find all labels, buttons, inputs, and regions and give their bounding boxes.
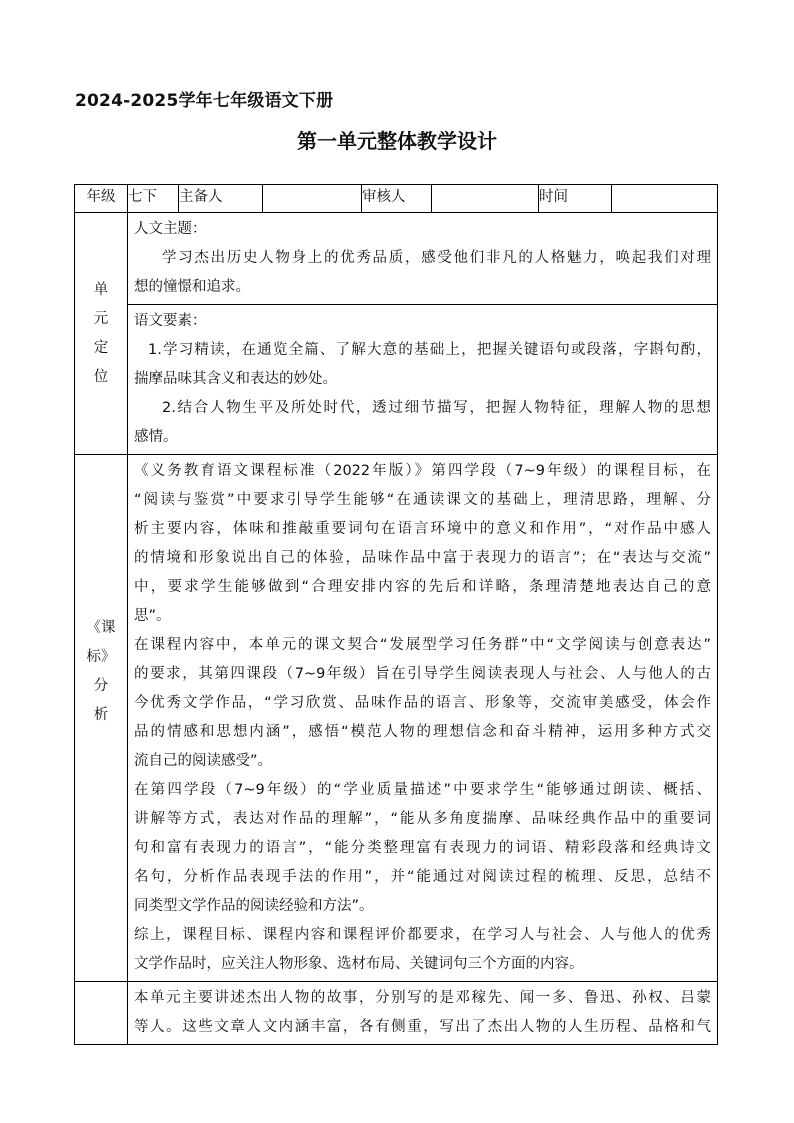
- standards-analysis-label: [75, 455, 128, 982]
- standards-line: 思”。: [134, 608, 171, 624]
- standards-line: “阅读与鉴赏”中要求引导学生能够“在通读课文的基础上，理清思路，理解、分: [134, 492, 711, 508]
- document-main-title: 第一单元整体教学设计: [297, 129, 497, 153]
- side-char: 单: [93, 281, 109, 298]
- reviewer-label: 审核人: [362, 185, 432, 213]
- standards-line: 今优秀文学作品，“学习欣赏、品味作品的语言、形象等，交流审美感受，体会作: [134, 695, 711, 711]
- unit-positioning-label: [75, 213, 128, 455]
- standards-line: 同类型文学作品的阅读经验和方法”。: [134, 898, 374, 914]
- textbook-analysis-label: [75, 982, 128, 1045]
- textbook-line: 本单元主要讲述杰出人物的故事，分别写的是邓稼先、闻一多、鲁迅、孙权、吕蒙: [134, 990, 711, 1006]
- elements-line: 揣摩品味其含义和表达的妙处。: [134, 371, 337, 387]
- teaching-design-table: [74, 184, 718, 1045]
- standards-analysis-cell: [128, 455, 718, 982]
- unit-positioning-row-humanistic: [75, 213, 718, 305]
- humanistic-line: 想的憧憬和追求。: [134, 279, 250, 295]
- standards-line: 流自己的阅读感受”。: [134, 753, 273, 769]
- standards-line: 品的情感和思想内涵”，感悟“模范人物的理想信念和奋斗精神，运用多种方式交: [134, 724, 711, 740]
- standards-line: 在第四学段（7~9年级）的“学业质量描述”中要求学生“能够通过朗读、概括、: [134, 782, 711, 798]
- preparer-label: 主备人: [179, 185, 263, 213]
- standards-line: 中，要求学生能够做到“合理安排内容的先后和详略，条理清楚地表达自己的意: [134, 579, 711, 595]
- time-value: [612, 185, 718, 213]
- standards-line: 《义务教育语文课程标准（2022年版）》第四学段（7~9年级）的课程目标，在: [134, 463, 711, 479]
- chinese-elements-cell: [128, 305, 718, 455]
- standards-line: 综上，课程目标、课程内容和课程评价都要求，在学习人与社会、人与他人的优秀: [134, 927, 711, 943]
- unit-positioning-row-elements: [75, 305, 718, 455]
- side-char: 分: [93, 678, 109, 694]
- textbook-analysis-row: [75, 982, 718, 1045]
- document-top-title: 2024-2025学年七年级语文下册: [75, 91, 334, 111]
- standards-line: 名句，分析作品表现手法的作用”，并“能通过对阅读过程的梳理、反思，总结不: [134, 869, 711, 885]
- standards-line: 析主要内容，体味和推敲重要词句在语言环境中的意义和作用”，“对作品中感人: [134, 521, 711, 537]
- preparer-value: [263, 185, 362, 213]
- grade-value: 七下: [128, 185, 179, 213]
- textbook-analysis-cell: [128, 982, 718, 1045]
- header-row: [75, 185, 718, 213]
- standards-line: 句和富有表现力的语言”，“能分类整理富有表现力的词语、精彩段落和经典诗文: [134, 840, 711, 856]
- elements-line: 感情。: [134, 429, 178, 445]
- time-label: 时间: [539, 185, 612, 213]
- reviewer-value: [432, 185, 539, 213]
- standards-line: 的要求，其第四课段（7~9年级）旨在引导学生阅读表现人与社会、人与他人的古: [134, 666, 711, 682]
- standards-line: 讲解等方式，表达对作品的理解”，“能从多角度揣摩、品味经典作品中的重要词: [134, 811, 711, 827]
- humanistic-line: 学习杰出历史人物身上的优秀品质，感受他们非凡的人格魅力，唤起我们对理: [162, 250, 711, 266]
- standards-line: 文学作品时，应关注人物形象、选材布局、关键词句三个方面的内容。: [134, 956, 584, 972]
- side-char: 《课: [86, 620, 116, 636]
- humanistic-heading: 人文主题：: [134, 221, 207, 237]
- side-char: 位: [93, 368, 109, 385]
- elements-line: 2.结合人物生平及所处时代，透过细节描写，把握人物特征，理解人物的思想: [162, 400, 711, 416]
- standards-analysis-row: [75, 455, 718, 982]
- side-char: 标》: [86, 649, 116, 665]
- side-char: 析: [93, 707, 109, 723]
- side-char: 元: [93, 310, 109, 327]
- elements-heading: 语文要素：: [134, 313, 207, 329]
- humanistic-theme-cell: [128, 213, 718, 305]
- grade-label: 年级: [75, 185, 128, 213]
- textbook-line: 等人。这些文章人文内涵丰富，各有侧重，写出了杰出人物的人生历程、品格和气: [134, 1019, 711, 1035]
- elements-line: 1.学习精读，在通览全篇、了解大意的基础上，把握关键语句或段落，字斟句酌，: [148, 342, 711, 358]
- side-char: 定: [93, 339, 109, 356]
- standards-line: 的情境和形象说出自己的体验，品味作品中富于表现力的语言”；在“表达与交流”: [134, 550, 711, 566]
- standards-line: 在课程内容中，本单元的课文契合“发展型学习任务群”中“文学阅读与创意表达”: [134, 637, 711, 653]
